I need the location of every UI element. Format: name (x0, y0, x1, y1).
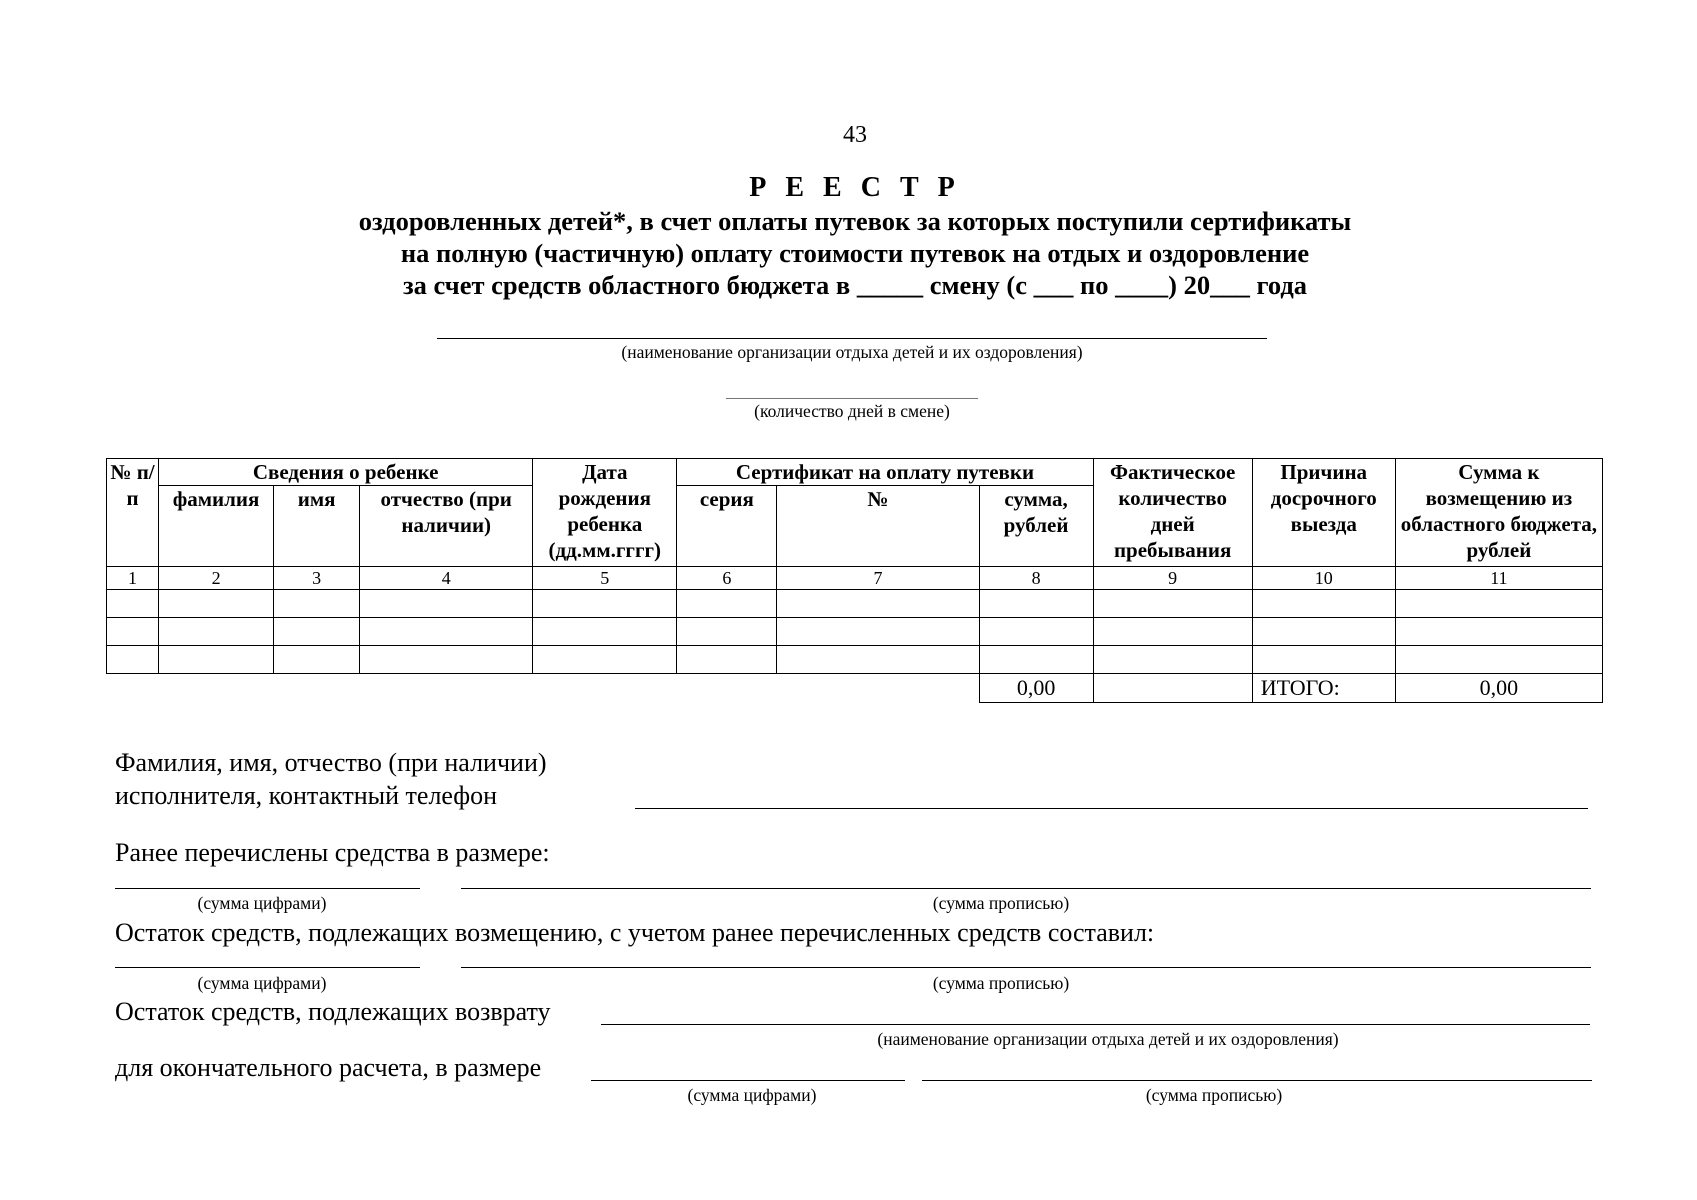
table-cell[interactable] (159, 590, 274, 618)
table-cell[interactable] (677, 646, 777, 674)
return-org-caption: (наименование организации отдыха детей и их оздоровления) (877, 1029, 1339, 1049)
days-line (726, 398, 978, 399)
final-digits-line[interactable] (591, 1080, 905, 1081)
table-cell[interactable] (107, 618, 159, 646)
heading-line-2: на полную (частичную) оплату стоимости путевок на отдых и оздоровление (400, 238, 1310, 268)
column-number: 1 (107, 567, 159, 590)
table-cell[interactable] (979, 590, 1093, 618)
column-number: 5 (533, 567, 677, 590)
column-number: 9 (1093, 567, 1252, 590)
col-header-reason: Причина досрочного выезда (1252, 459, 1395, 567)
column-number: 10 (1252, 567, 1395, 590)
total-row (107, 674, 1603, 703)
remainder-refund-label: Остаток средств, подлежащих возмещению, с учетом ранее перечисленных средств составил: (115, 918, 1155, 947)
table-cell[interactable] (107, 590, 159, 618)
total-refund: 0,00 (1395, 674, 1602, 703)
executor-label-line2: исполнителя, контактный телефон (115, 781, 498, 810)
table-row (107, 646, 1603, 674)
table-cell[interactable] (1252, 646, 1395, 674)
table-cell[interactable] (533, 618, 677, 646)
column-number: 2 (159, 567, 274, 590)
remainder-digits-line[interactable] (115, 967, 420, 968)
table-cell[interactable] (533, 590, 677, 618)
table-cell[interactable] (777, 646, 979, 674)
table-cell[interactable] (777, 618, 979, 646)
col-header-no: № п/п (107, 459, 159, 567)
col-header-patronymic: отчество (при наличии) (360, 486, 533, 567)
table-cell[interactable] (274, 618, 360, 646)
remainder-digits-caption: (сумма цифрами) (197, 973, 327, 993)
table-cell[interactable] (1395, 618, 1602, 646)
table-cell[interactable] (159, 646, 274, 674)
table-cell[interactable] (1252, 590, 1395, 618)
col-header-actual-days: Фактическое количество дней пребывания (1093, 459, 1252, 567)
column-number: 3 (274, 567, 360, 590)
transferred-digits-line[interactable] (115, 888, 420, 889)
remainder-words-caption: (сумма прописью) (932, 973, 1070, 993)
page-number: 43 (843, 122, 867, 148)
table-row (107, 618, 1603, 646)
table-cell[interactable] (677, 590, 777, 618)
days-caption: (количество дней в смене) (754, 401, 950, 421)
table-cell[interactable] (159, 618, 274, 646)
col-header-refund: Сумма к возмещению из областного бюджета, рублей (1395, 459, 1602, 567)
total-empty-cell (1093, 674, 1252, 703)
table-cell[interactable] (979, 646, 1093, 674)
transferred-words-caption: (сумма прописью) (932, 893, 1070, 913)
transferred-words-line[interactable] (461, 888, 1591, 889)
table-cell[interactable] (360, 590, 533, 618)
col-header-number: № (777, 486, 979, 567)
table-cell[interactable] (677, 618, 777, 646)
transferred-label: Ранее перечислены средства в размере: (115, 838, 550, 867)
table-cell[interactable] (274, 590, 360, 618)
column-number: 4 (360, 567, 533, 590)
table-cell[interactable] (1093, 618, 1252, 646)
col-header-birth: Дата рождения ребенка (дд.мм.гггг) (533, 459, 677, 567)
col-header-surname: фамилия (159, 486, 274, 567)
total-cert-sum: 0,00 (979, 674, 1093, 703)
remainder-words-line[interactable] (461, 967, 1591, 968)
heading-line-1: оздоровленных детей*, в счет оплаты путевок за которых поступили сертификаты (358, 206, 1352, 236)
col-group-certificate: Сертификат на оплату путевки (677, 459, 1093, 486)
table-cell[interactable] (360, 618, 533, 646)
table-cell[interactable] (979, 618, 1093, 646)
transferred-digits-caption: (сумма цифрами) (197, 893, 327, 913)
col-header-name: имя (274, 486, 360, 567)
table-cell[interactable] (274, 646, 360, 674)
executor-label-line1: Фамилия, имя, отчество (при наличии) (115, 748, 547, 777)
table-cell[interactable] (1252, 618, 1395, 646)
table-cell[interactable] (1093, 646, 1252, 674)
column-number: 8 (979, 567, 1093, 590)
column-number-row (107, 567, 1603, 590)
document-title: Р Е Е С Т Р (749, 172, 961, 203)
final-digits-caption: (сумма цифрами) (687, 1085, 817, 1105)
org-name-line (437, 338, 1267, 339)
final-words-line[interactable] (922, 1080, 1592, 1081)
final-calc-label: для окончательного расчета, в размере (115, 1053, 542, 1082)
remainder-return-label: Остаток средств, подлежащих возврату (115, 997, 551, 1026)
table-cell[interactable] (533, 646, 677, 674)
table-row (107, 590, 1603, 618)
org-name-caption: (наименование организации отдыха детей и их оздоровления) (621, 342, 1083, 362)
table-cell[interactable] (360, 646, 533, 674)
table-cell[interactable] (777, 590, 979, 618)
total-label: ИТОГО: (1252, 674, 1395, 703)
col-header-series: серия (677, 486, 777, 567)
col-group-child: Сведения о ребенке (159, 459, 533, 486)
registry-table (106, 458, 1603, 703)
col-header-cert-sum: сумма, рублей (979, 486, 1093, 567)
column-number: 7 (777, 567, 979, 590)
executor-input-line[interactable] (635, 808, 1588, 809)
column-number: 6 (677, 567, 777, 590)
table-cell[interactable] (1395, 590, 1602, 618)
table-cell[interactable] (1395, 646, 1602, 674)
column-number: 11 (1395, 567, 1602, 590)
heading-line-3: за счет средств областного бюджета в _____ смену (с ___ по ____) 20___ года (403, 270, 1307, 300)
table-cell[interactable] (107, 646, 159, 674)
return-org-line[interactable] (601, 1024, 1590, 1025)
final-words-caption: (сумма прописью) (1145, 1085, 1283, 1105)
table-cell[interactable] (1093, 590, 1252, 618)
